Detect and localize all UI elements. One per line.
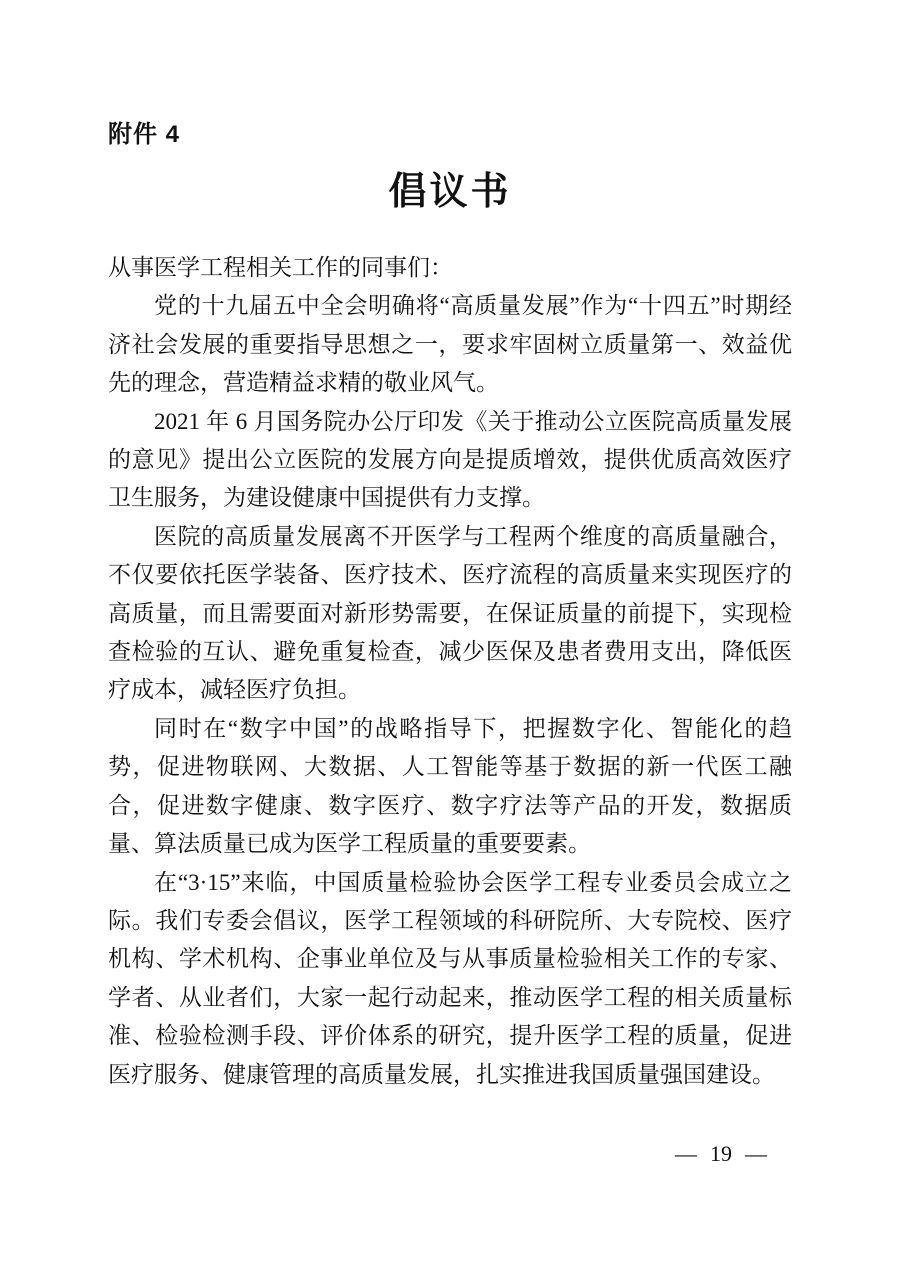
page-number: 19 — [710, 1141, 732, 1166]
paragraph-list — [108, 287, 792, 1094]
document-title: 倡议书 — [388, 171, 512, 213]
paragraph: 医院的高质量发展离不开医学与工程两个维度的高质量融合，不仅要依托医学装备、医疗技术、医疗流程的高质量来实现医疗的高质量，而且需要面对新形势需要，在保证质量的前提下，实现检查检验的互认、避免重复检查，减少医保及患者费用支出，降低医疗成本，减轻医疗负担。 — [108, 523, 792, 703]
paragraph: 党的十九届五中全会明确将“高质量发展”作为“十四五”时期经济社会发展的重要指导思想之一，要求牢固树立质量第一、效益优先的理念，营造精益求精的敬业风气。 — [108, 293, 792, 396]
salutation: 从事医学工程相关工作的同事们： — [108, 255, 453, 280]
page-footer — [675, 1141, 767, 1167]
paragraph: 2021 年 6 月国务院办公厅印发《关于推动公立医院高质量发展的意见》提出公立医院的发展方向是提质增效，提供优质高效医疗卫生服务，为建设健康中国提供有力支撑。 — [108, 408, 792, 511]
paragraph: 同时在“数字中国”的战略指导下，把握数字化、智能化的趋势，促进物联网、大数据、人工智能等基于数据的新一代医工融合，促进数字健康、数字医疗、数字疗法等产品的开发，数据质量、算法质量已成为医学工程质量的重要要素。 — [108, 715, 792, 857]
document-body — [108, 249, 792, 1094]
footer-right-dash: — — [745, 1141, 767, 1166]
attachment-label: 附件 4 — [108, 121, 181, 148]
paragraph: 在“3·15”来临，中国质量检验协会医学工程专业委员会成立之际。我们专委会倡议，医学工程领域的科研院所、大专院校、医疗机构、学术机构、企事业单位及与从事质量检验相关工作的专家、学者、从业者们，大家一起行动起来，推动医学工程的相关质量标准、检验检测手段、评价体系的研究，提升医学工程的质量，促进医疗服务、健康管理的高质量发展，扎实推进我国质量强国建设。 — [108, 869, 792, 1087]
footer-left-dash: — — [675, 1141, 697, 1166]
